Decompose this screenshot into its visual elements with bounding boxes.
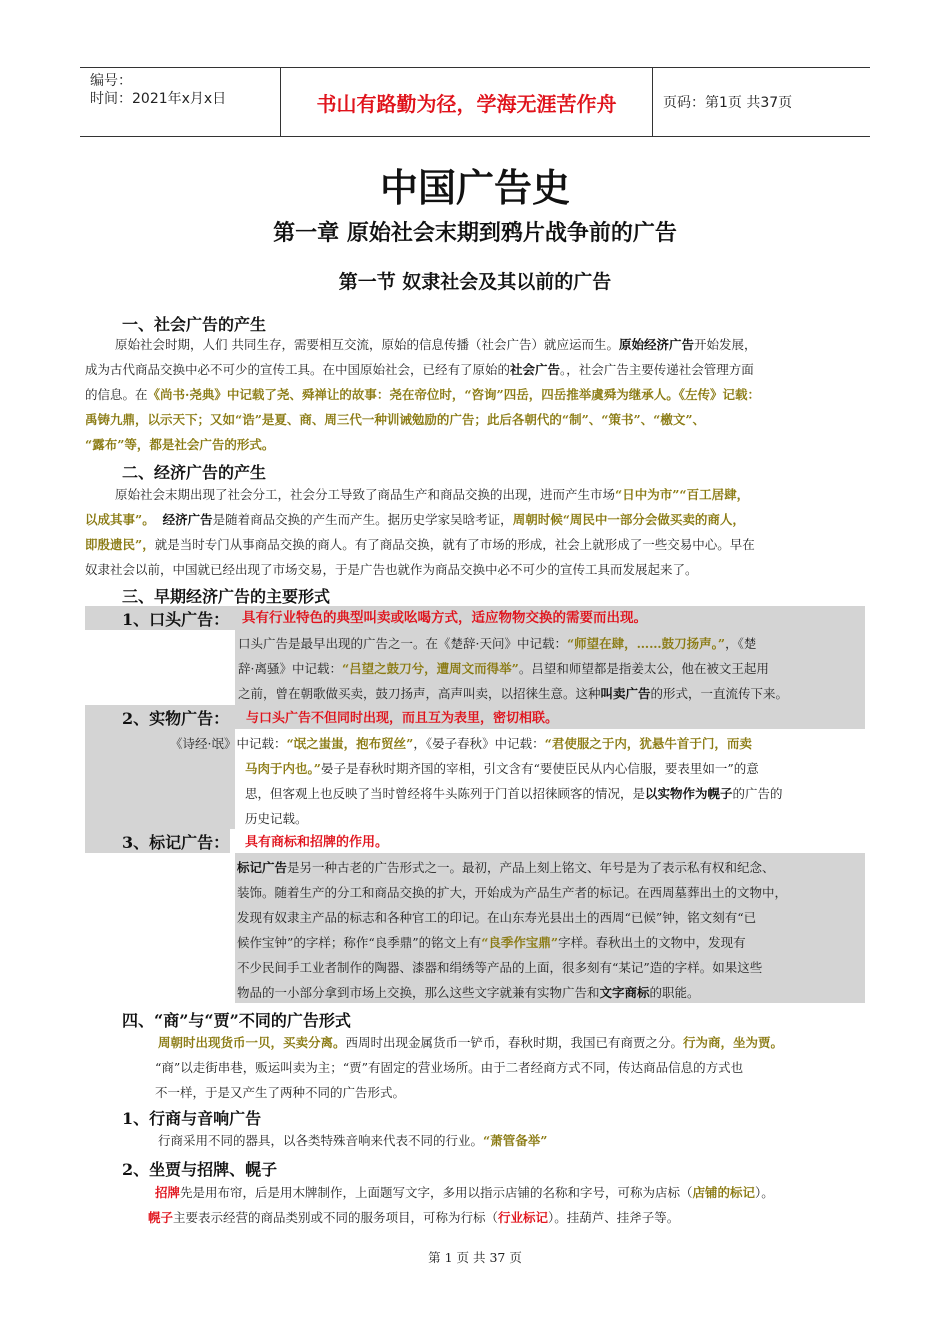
mark-quote: “良季作宝鼎” bbox=[481, 935, 559, 950]
mark-line-2: 装饰。随着生产的分工和商品交换的扩大，开始成为产品生产者的标记。在西周墓葬出土的文物中， bbox=[237, 885, 788, 900]
oral-text: 口头广告是最早出现的广告之一。在《楚辞·天问》中记载： bbox=[238, 636, 567, 651]
physical-quote: 马肉于内也。” bbox=[245, 761, 321, 776]
s2-quote: 即殷遗民”， bbox=[85, 537, 155, 552]
physical-text: 的广告的 bbox=[732, 786, 783, 801]
physical-quote: “氓之蚩蚩，抱布贸丝” bbox=[286, 736, 414, 751]
section-heading: 第一节 奴隶社会及其以前的广告 bbox=[338, 271, 612, 293]
mark-line-1 bbox=[237, 855, 775, 880]
physical-label: 2、实物广告： bbox=[122, 709, 230, 728]
s4-quote: 店铺的标记 bbox=[692, 1185, 756, 1200]
mark-text: 是另一种古老的广告形式之一。最初，产品上刻上铭文、年号是为了表示私有权和纪念、 bbox=[287, 860, 775, 875]
s1-line-2 bbox=[85, 357, 754, 382]
s1-line-4: 禹铸九鼎，以示天下；又如“诰”是夏、商、周三代一种训诫勉励的广告；此后各朝代的“制”、“策书”、“檄文”、 bbox=[85, 412, 706, 427]
s2-text: 原始社会末期出现了社会分工，社会分工导致了商品生产和商品交换的出现，进而产生市场 bbox=[115, 487, 616, 502]
physical-quote: “君使服之于内，犹悬牛首于门，而卖 bbox=[544, 736, 752, 751]
page-header bbox=[80, 67, 870, 137]
mark-line-6 bbox=[237, 980, 700, 1005]
s1-term: 社会广告 bbox=[510, 362, 561, 377]
s2-heading: 二、经济广告的产生 bbox=[122, 463, 267, 482]
physical-text: ，《晏子春秋》中记载： bbox=[413, 736, 545, 751]
s1-line-5: “露布”等，都是社会广告的形式。 bbox=[85, 437, 275, 452]
oral-text: 辞·离骚》中记载： bbox=[238, 661, 342, 676]
s4-term: 幌子 bbox=[148, 1210, 174, 1225]
mark-term: 文字商标 bbox=[599, 985, 650, 1000]
physical-text: 《诗经·氓》中记载： bbox=[170, 736, 287, 751]
s4-quote: 行为商，坐为贾。 bbox=[683, 1035, 784, 1050]
oral-line-1 bbox=[238, 631, 756, 656]
physical-desc: 与口头广告不但同时出现，而且互为表里，密切相联。 bbox=[246, 711, 559, 726]
mark-desc: 具有商标和招牌的作用。 bbox=[245, 835, 389, 850]
header-meta bbox=[80, 68, 280, 136]
s2-line-1 bbox=[115, 482, 749, 507]
mark-line-4 bbox=[237, 930, 746, 955]
s1-text: 的信息。在 bbox=[85, 387, 148, 402]
oral-quote: “师望在肆，……鼓刀扬声。” bbox=[566, 636, 726, 651]
s2-text: 就是当时专门从事商品交换的商人。有了商品交换，就有了市场的形成，社会上就形成了一些交易中心。早在 bbox=[154, 537, 755, 552]
oral-quote: “吕望之鼓刀兮，遭周文而得举” bbox=[341, 661, 519, 676]
page-info: 页码：第1页 共37页 bbox=[663, 95, 793, 111]
s4-text: 主要表示经营的商品类别或不同的服务项目，可称为行标（ bbox=[173, 1210, 499, 1225]
physical-line-4: 历史记载。 bbox=[245, 811, 308, 826]
oral-label: 1、口头广告： bbox=[122, 610, 230, 629]
s4-term: 行业标记 bbox=[498, 1210, 549, 1225]
mark-line-3: 发现有奴隶主产品的标志和各种官工的印记。在山东寿光县出土的西周“已候”钟，铭文刻有“已 bbox=[237, 910, 757, 925]
s1-quote: 《尚书·尧典》中记载了尧、舜禅让的故事：尧在帝位时，“咨询”四岳，四岳推举虞舜为继承人。《左传》记载： bbox=[147, 387, 760, 402]
s1-term: 原始经济广告 bbox=[618, 337, 694, 352]
mark-text: 候作宝钟”的字样；称作“良季鼎”的铭文上有 bbox=[237, 935, 482, 950]
s4-text: ）。挂葫芦、挂斧子等。 bbox=[548, 1210, 680, 1225]
oral-text: 之前，曾在朝歌做买卖，鼓刀扬声，高声叫卖，以招徕生意。这种 bbox=[238, 686, 601, 701]
physical-text: 思，但客观上也反映了当时曾经将牛头陈列于门首以招徕顾客的情况，是 bbox=[245, 786, 646, 801]
s4-sub1-line bbox=[158, 1128, 547, 1153]
chapter-heading: 第一章 原始社会末期到鸦片战争前的广告 bbox=[273, 220, 677, 246]
s4-sub2-heading: 2、坐贾与招牌、幌子 bbox=[122, 1160, 278, 1179]
mark-line-5: 不少民间手工业者制作的陶器、漆器和绢绣等产品的上面，很多刻有“某记”造的字样。如果这些 bbox=[237, 960, 763, 975]
s2-quote: 周朝时候“周民中一部分会做买卖的商人， bbox=[512, 512, 745, 527]
document-title: 中国广告史 bbox=[379, 166, 570, 210]
s1-heading: 一、社会广告的产生 bbox=[122, 315, 267, 334]
oral-text: 的形式，一直流传下来。 bbox=[650, 686, 789, 701]
oral-line-2 bbox=[238, 656, 769, 681]
header-motto: 书山有路勤为径，学海无涯苦作舟 bbox=[316, 91, 617, 116]
s1-line-1 bbox=[115, 332, 757, 357]
physical-line-2 bbox=[245, 756, 759, 781]
s4-text: 西周时出现金属货币一铲币，春秋时期，我国已有商贾之分。 bbox=[345, 1035, 684, 1050]
physical-text: 晏子是春秋时期齐国的宰相，引文含有“要使臣民从内心信服，要表里如一”的意 bbox=[320, 761, 759, 776]
page-footer: 第 1 页 共 37 页 bbox=[428, 1250, 522, 1265]
physical-term: 以实物作为幌子 bbox=[645, 786, 733, 801]
s4-text: 行商采用不同的器具，以各类特殊音响来代表不同的行业。 bbox=[158, 1133, 484, 1148]
mark-term: 标记广告 bbox=[237, 860, 288, 875]
s2-quote: “日中为市”“百工居肆， bbox=[615, 487, 750, 502]
s4-heading: 四、“商”与“贾”不同的广告形式 bbox=[122, 1011, 351, 1030]
date-label: 时间：2021年x月x日 bbox=[90, 91, 227, 107]
s1-text: 开始发展， bbox=[694, 337, 757, 352]
s4-text: ）。 bbox=[755, 1185, 774, 1200]
oral-desc: 具有行业特色的典型叫卖或吆喝方式，适应物物交换的需要而出现。 bbox=[242, 610, 647, 626]
physical-line-1 bbox=[170, 731, 752, 756]
mark-text: 字样。春秋出土的文物中，发现有 bbox=[558, 935, 746, 950]
s2-line-2 bbox=[85, 507, 745, 532]
physical-line-3 bbox=[245, 781, 783, 806]
mark-label: 3、标记广告： bbox=[122, 833, 230, 852]
s2-line-3 bbox=[85, 532, 755, 557]
s2-term: 经济广告 bbox=[162, 512, 213, 527]
s1-text: 原始社会时期，人们 共同生存，需要相互交流，原始的信息传播（社会广告）就应运而生。 bbox=[115, 337, 619, 352]
mark-text: 的职能。 bbox=[649, 985, 700, 1000]
s4-sub2-line-2 bbox=[148, 1205, 679, 1230]
s4-quote: 周朝时出现货币一贝，买卖分离。 bbox=[158, 1035, 346, 1050]
oral-term: 叫卖广告 bbox=[600, 686, 651, 701]
s1-text: 。，社会广告主要传递社会管理方面 bbox=[560, 362, 754, 377]
number-label: 编号： bbox=[90, 73, 132, 89]
oral-text: ，《楚 bbox=[725, 636, 757, 651]
s1-line-3 bbox=[85, 382, 760, 407]
s4-line-2: “商”以走街串巷，贩运叫卖为主；“贾”有固定的营业场所。由于二者经商方式不同，传达商品信息的方式也 bbox=[155, 1060, 744, 1075]
s4-line-3: 不一样，于是又产生了两种不同的广告形式。 bbox=[155, 1085, 406, 1100]
oral-text: 。吕望和师望都是指姜太公，他在被文王起用 bbox=[518, 661, 769, 676]
s2-text: 是随着商品交换的产生而产生。据历史学家吴晗考证， bbox=[212, 512, 513, 527]
s4-sub2-line-1 bbox=[155, 1180, 774, 1205]
header-page-info bbox=[653, 68, 870, 136]
s4-text: 先是用布帘，后是用木牌制作，上面题写文字，多用以指示店铺的名称和字号，可称为店标（ bbox=[180, 1185, 693, 1200]
s4-quote: “萧管备举” bbox=[483, 1133, 548, 1148]
header-motto-cell bbox=[280, 68, 653, 136]
s3-heading: 三、早期经济广告的主要形式 bbox=[122, 587, 331, 606]
s2-line-4: 奴隶社会以前，中国就已经出现了市场交易，于是广告也就作为商品交换中必不可少的宣传工具而发展起来了。 bbox=[85, 562, 698, 577]
mark-text: 物品的一小部分拿到市场上交换，那么这些文字就兼有实物广告和 bbox=[237, 985, 600, 1000]
s4-sub1-heading: 1、行商与音响广告 bbox=[122, 1109, 262, 1128]
s4-line-1 bbox=[158, 1030, 783, 1055]
s1-text: 成为古代商品交换中必不可少的宣传工具。在中国原始社会，已经有了原始的 bbox=[85, 362, 511, 377]
oral-line-3 bbox=[238, 681, 788, 706]
s2-quote: 以成其事”。 bbox=[85, 512, 155, 527]
s4-term: 招牌 bbox=[155, 1185, 181, 1200]
